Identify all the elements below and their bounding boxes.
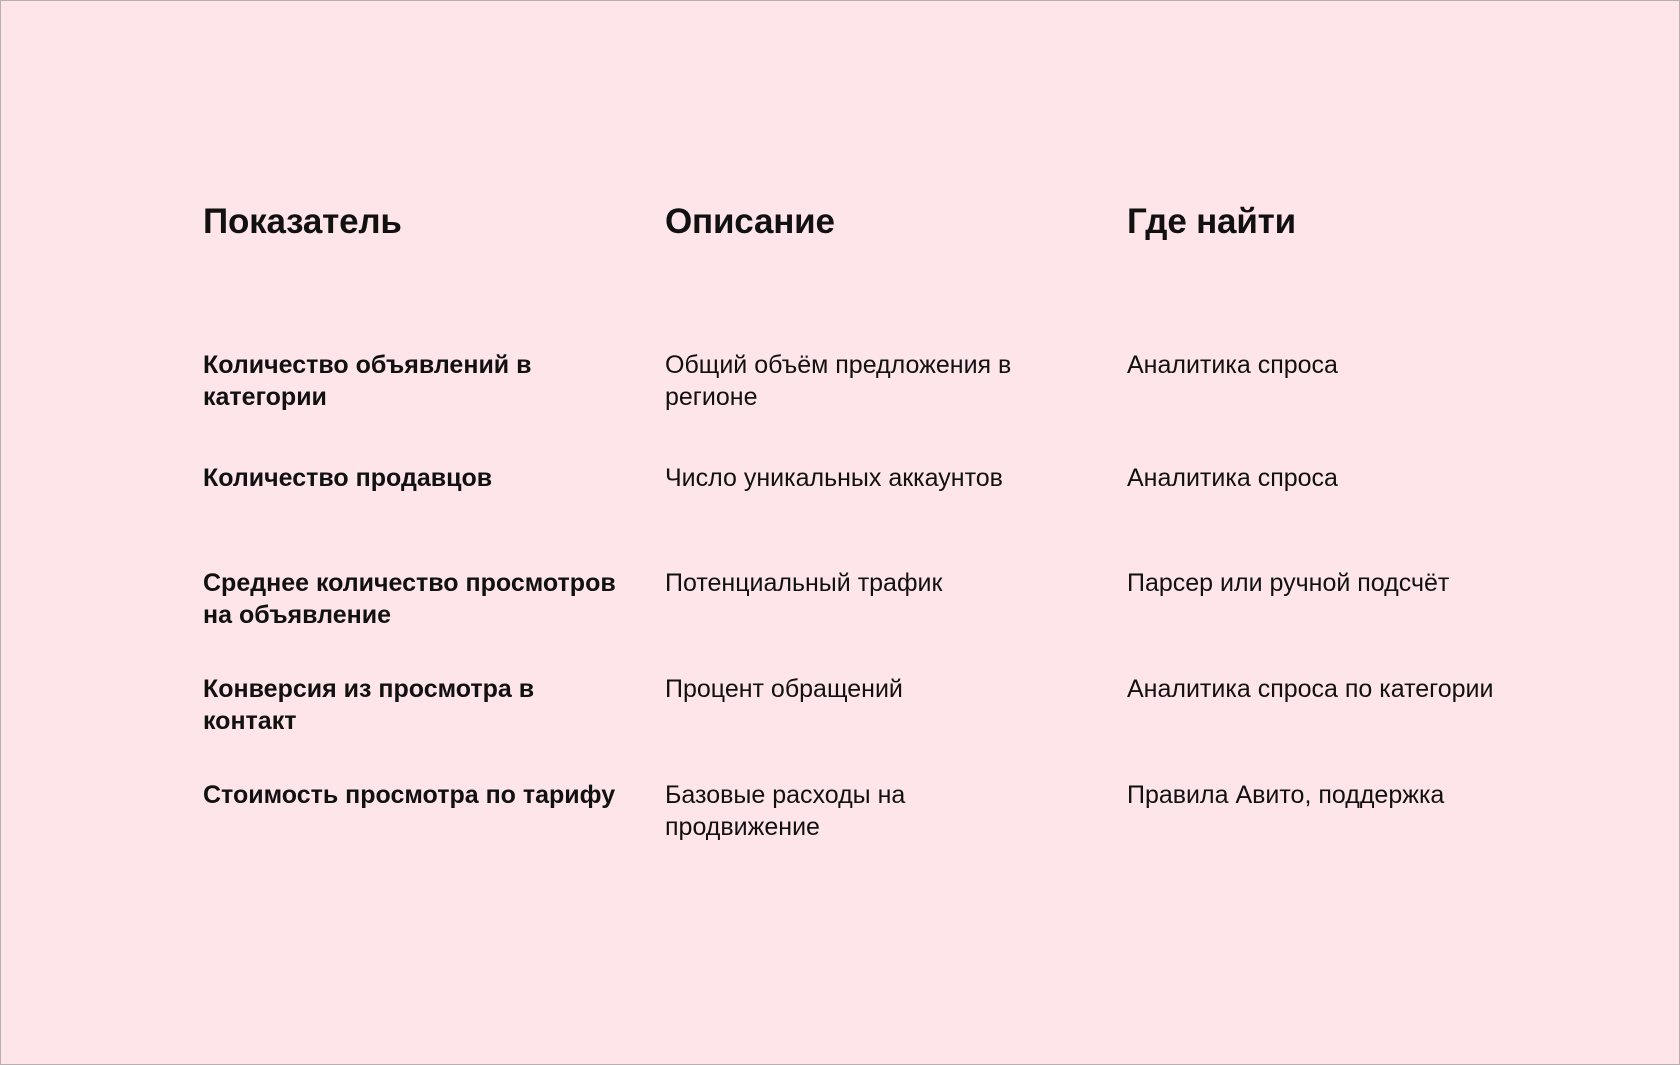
description-cell: Потенциальный трафик <box>665 569 943 597</box>
description-cell: Число уникальных аккаунтов <box>665 464 1003 492</box>
header-description: Описание <box>665 202 835 241</box>
description-cell: Процент обращений <box>665 675 903 703</box>
header-metric: Показатель <box>203 202 402 241</box>
header-source: Где найти <box>1127 202 1296 241</box>
table-row <box>203 779 1503 885</box>
metrics-table <box>203 199 1503 885</box>
metric-cell: Среднее количество просмотров на объявление <box>203 569 616 629</box>
table-row <box>203 462 1503 567</box>
source-cell: Аналитика спроса <box>1127 351 1338 379</box>
source-cell: Аналитика спроса по категории <box>1127 675 1494 703</box>
description-cell: Базовые расходы на продвижение <box>665 781 906 841</box>
table-row <box>203 673 1503 779</box>
table-row <box>203 567 1503 673</box>
metric-cell: Конверсия из просмотра в контакт <box>203 675 535 735</box>
metric-cell: Количество продавцов <box>203 464 493 492</box>
source-cell: Правила Авито, поддержка <box>1127 781 1445 809</box>
source-cell: Парсер или ручной подсчёт <box>1127 569 1450 597</box>
source-cell: Аналитика спроса <box>1127 464 1338 492</box>
description-cell: Общий объём предложения в регионе <box>665 351 1012 411</box>
table-header-row <box>203 199 1503 349</box>
metric-cell: Количество объявлений в категории <box>203 351 532 411</box>
metric-cell: Стоимость просмотра по тарифу <box>203 781 616 809</box>
table-row <box>203 349 1503 462</box>
